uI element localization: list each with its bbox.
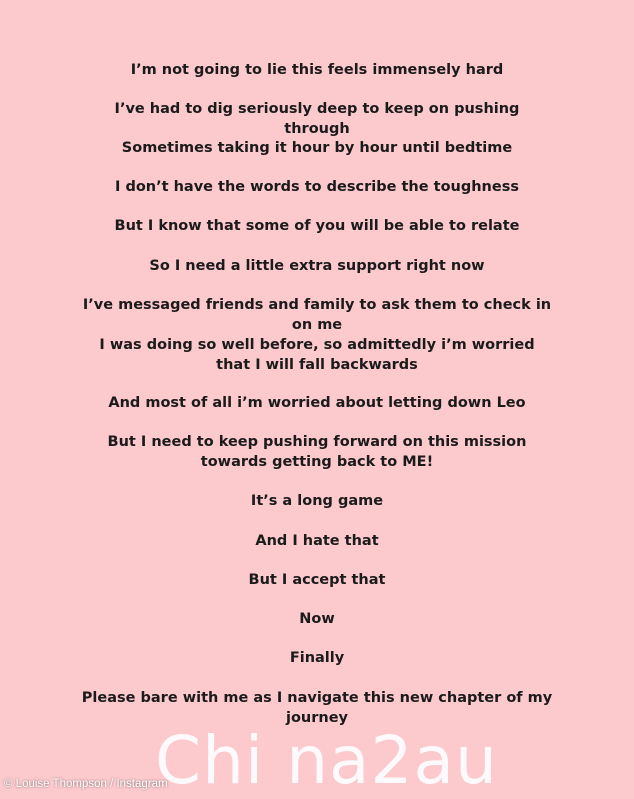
story-line: But I accept that	[248, 572, 386, 588]
story-line: Please bare with me as I navigate this new chapter of my journey	[81, 690, 553, 726]
story-line: I’ve messaged friends and family to ask them to check in on me	[82, 297, 552, 333]
story-line: And most of all i’m worried about letting down Leo	[108, 395, 526, 411]
story-line: I was doing so well before, so admittedly i’m worried that I will fall backwards	[99, 337, 535, 373]
watermark: Chi na2au	[155, 722, 498, 799]
story-line: Sometimes taking it hour by hour until bedtime	[121, 140, 513, 156]
photo-credit: © Louise Thompson / Instagram	[4, 778, 168, 790]
story-line: And I hate that	[255, 533, 379, 549]
story-line: But I need to keep pushing forward on this mission towards getting back to ME!	[107, 434, 527, 470]
story-line: I’ve had to dig seriously deep to keep on pushing through	[114, 101, 520, 137]
story-line: It’s a long game	[250, 493, 384, 509]
story-line: Finally	[289, 650, 345, 666]
story-line: Now	[299, 611, 335, 627]
story-line: But I know that some of you will be able to relate	[114, 218, 520, 234]
story-line: So I need a little extra support right now	[149, 258, 485, 274]
story-line: I’m not going to lie this feels immensely hard	[130, 62, 504, 78]
story-line: I don’t have the words to describe the toughness	[115, 179, 519, 195]
